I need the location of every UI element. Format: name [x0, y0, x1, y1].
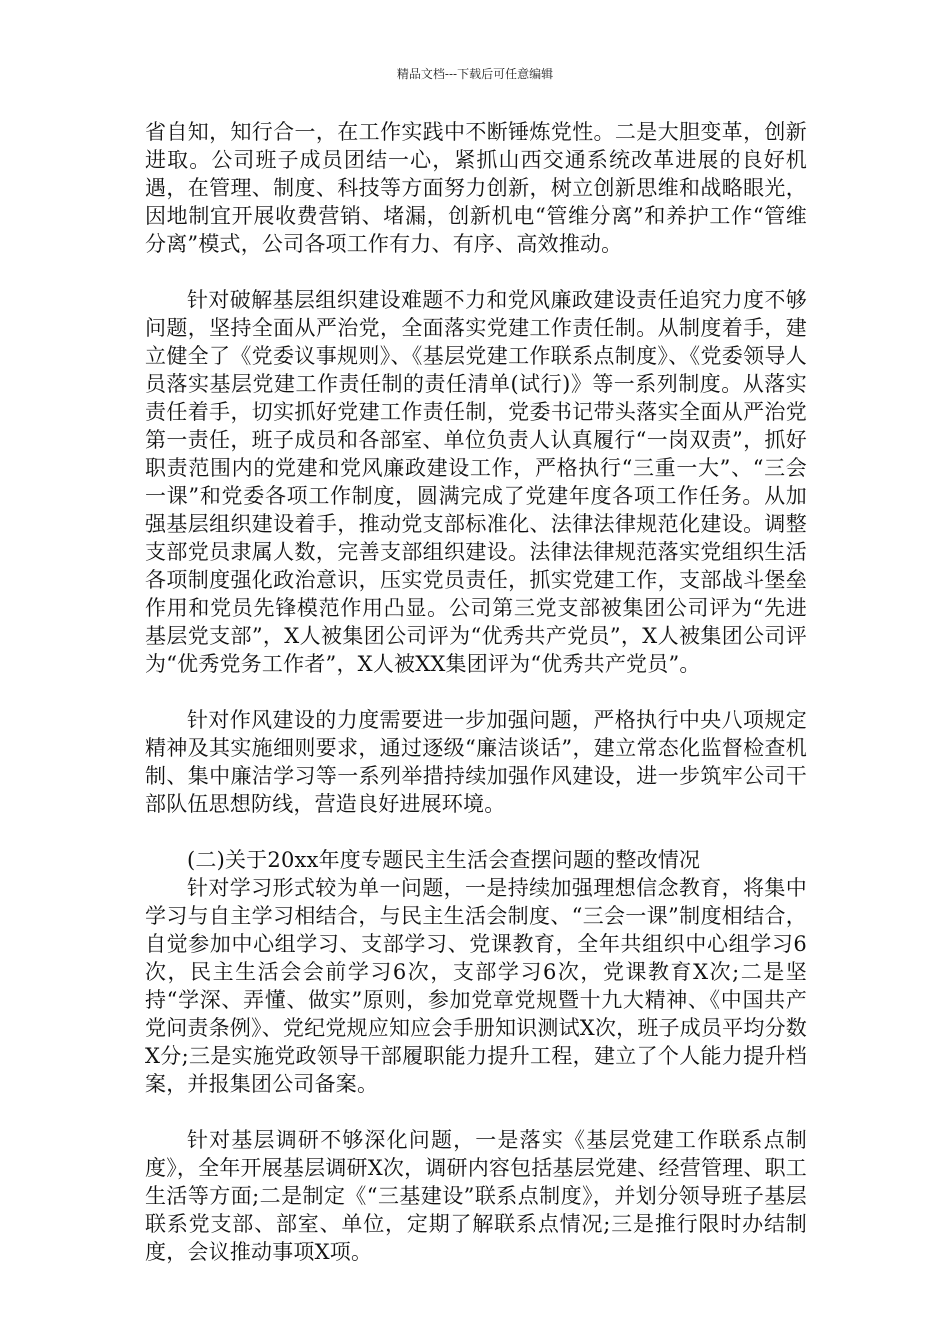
paragraph-work-style: 针对作风建设的力度需要进一步加强问题，严格执行中央八项规定精神及其实施细则要求，通过逐级“廉洁谈话”，建立常态化监督检查机制、集中廉洁学习等一系列举措持续加强作风建设，进一步筑牢公司干部队伍思想防线，营造良好进展环境。: [145, 708, 807, 816]
paragraph-grassroots-organization: 针对破解基层组织建设难题不力和党风廉政建设责任追究力度不够问题，坚持全面从严治党，全面落实党建工作责任制。从制度着手，建立健全了《党委议事规则》、《基层党建工作联系点制度》、《党委领导人员落实基层党建工作责任制的责任清单(试行)》等一系列制度。从落实责任着手，切实抓好党建工作责任制，党委书记带头落实全面从严治党第一责任，班子成员和各部室、单位负责人认真履行“一岗双责”，抓好职责范围内的党建和党风廉政建设工作，严格执行“三重一大”、“三会一课”和党委各项工作制度，圆满完成了党建年度各项工作任务。从加强基层组织建设着手，推动党支部标准化、法律法律规范化建设。调整支部党员隶属人数，完善支部组织建设。法律法律规范落实党组织生活各项制度强化政治意识，压实党员责任，抓实党建工作，支部战斗堡垒作用和党员先锋模范作用凸显。公司第三党支部被集团公司评为“先进基层党支部”，X人被集团公司评为“优秀共产党员”，X人被集团公司评为“优秀党务工作者”，X人被XX集团评为“优秀共产党员”。: [145, 288, 807, 676]
paragraph-grassroots-research: 针对基层调研不够深化问题，一是落实《基层党建工作联系点制度》，全年开展基层调研X次，调研内容包括基层党建、经营管理、职工生活等方面;二是制定《“三基建设”联系点制度》，并划分领导班子基层联系党支部、部室、单位，定期了解联系点情况;三是推行限时办结制度，会议推动事项X项。: [145, 1128, 807, 1264]
paragraph-continuation: 省自知，知行合一，在工作实践中不断锤炼党性。二是大胆变革，创新进取。公司班子成员团结一心，紧抓山西交通系统改革进展的良好机遇，在管理、制度、科技等方面努力创新，树立创新思维和战略眼光，因地制宜开展收费营销、堵漏，创新机电“管维分离”和养护工作“管维分离”模式，公司各项工作有力、有序、高效推动。: [145, 120, 807, 256]
section-heading: (二)关于20xx年度专题民主生活会查摆问题的整改情况: [187, 848, 701, 872]
paragraph-study-form: 针对学习形式较为单一问题，一是持续加强理想信念教育，将集中学习与自主学习相结合，与民主生活会制度、“三会一课”制度相结合，自觉参加中心组学习、支部学习、党课教育，全年共组织中心组学习6次，民主生活会会前学习6次，支部学习6次，党课教育X次;二是坚持“学深、弄懂、做实”原则，参加党章党规暨十九大精神、《中国共产党问责条例》、党纪党规应知应会手册知识测试X次，班子成员平均分数X分;三是实施党政领导干部履职能力提升工程，建立了个人能力提升档案，并报集团公司备案。: [145, 876, 807, 1096]
document-body: [145, 118, 807, 1266]
page-header: 精品文档---下载后可任意编辑: [396, 67, 554, 81]
